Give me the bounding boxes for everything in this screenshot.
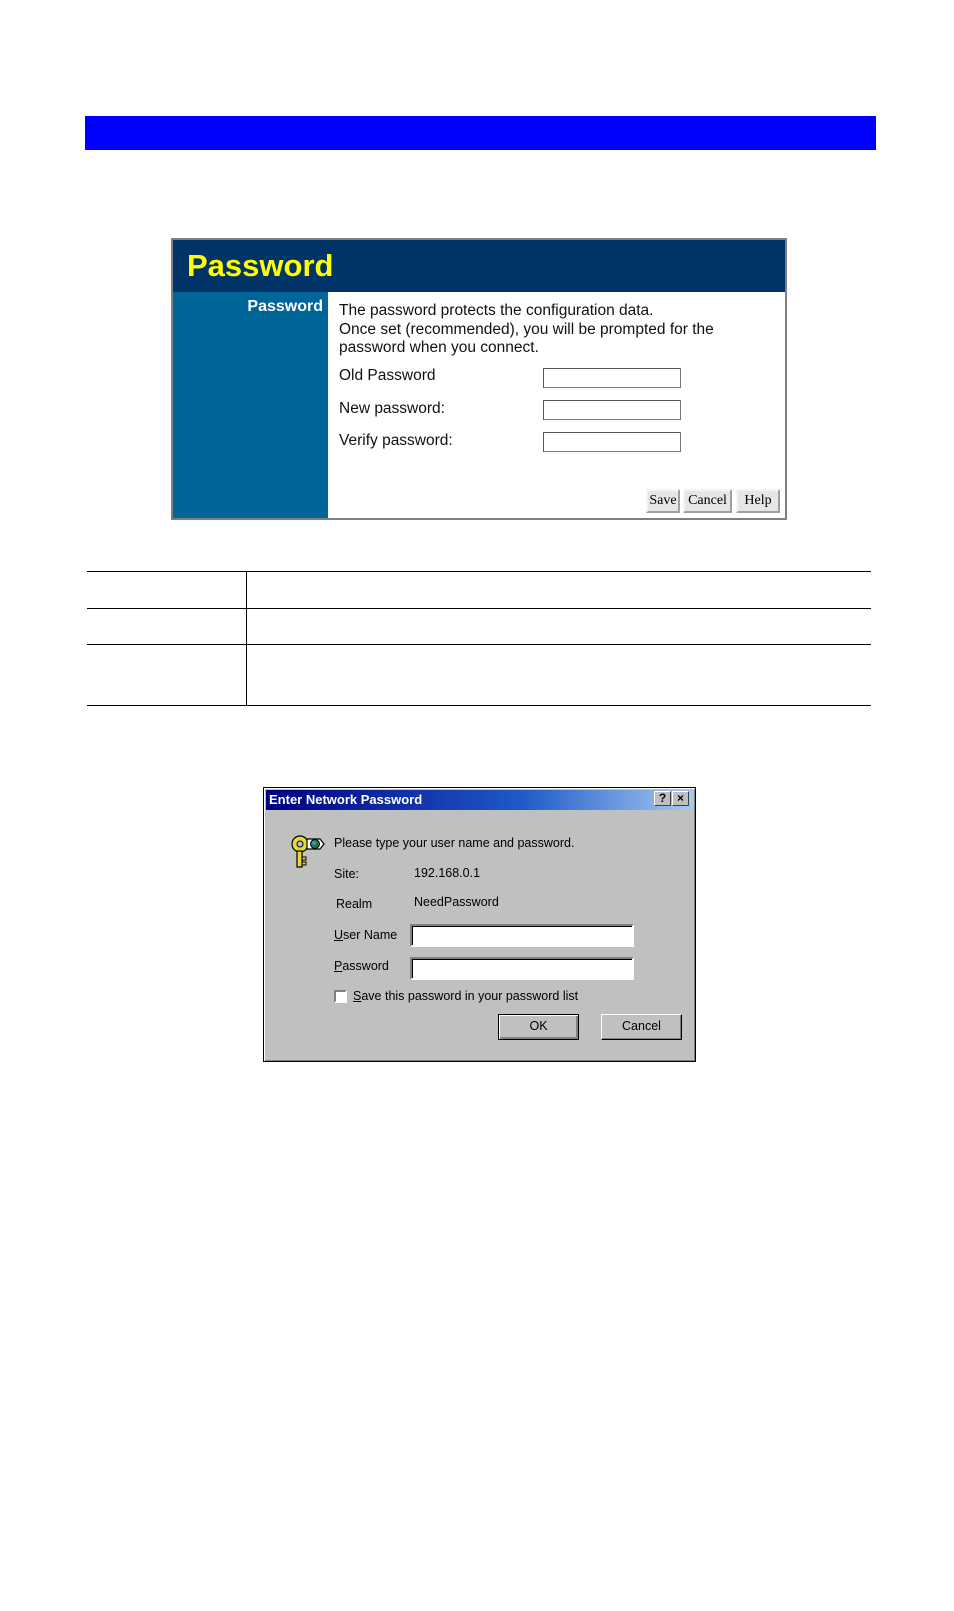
panel-body (328, 292, 785, 518)
table-rule (87, 705, 871, 706)
network-password-dialog (263, 787, 696, 1062)
table-column-divider (246, 572, 247, 705)
table-rule (87, 644, 871, 645)
verify-password-label: Verify password: (339, 432, 453, 449)
help-button[interactable]: Help (736, 489, 780, 513)
panel-title: Password (173, 240, 785, 292)
password-input[interactable] (410, 957, 634, 980)
cancel-button[interactable]: Cancel (683, 489, 732, 513)
user-name-label-rest: ser Name (343, 928, 398, 942)
panel-description (339, 302, 759, 358)
description-line: password when you connect. (339, 339, 539, 356)
dialog-prompt: Please type your user name and password. (334, 836, 575, 850)
ok-button[interactable]: OK (498, 1014, 579, 1040)
password-label (334, 959, 389, 973)
old-password-input[interactable] (543, 368, 681, 388)
user-name-input[interactable] (410, 924, 634, 947)
panel-side-label: Password (173, 292, 328, 518)
password-panel (171, 238, 787, 520)
cancel-button[interactable]: Cancel (601, 1014, 682, 1040)
table-rule (87, 571, 871, 572)
password-label-accel: P (334, 959, 343, 973)
site-value: 192.168.0.1 (414, 866, 481, 880)
save-button[interactable]: Save (646, 489, 680, 513)
description-line: The password protects the configuration data. (339, 302, 654, 319)
description-line: Once set (recommended), you will be prompted for the (339, 320, 714, 338)
save-password-label-rest: ave this password in your password list (361, 989, 579, 1003)
password-label-rest: assword (342, 959, 389, 973)
save-password-label[interactable] (353, 989, 578, 1003)
verify-password-input[interactable] (543, 432, 681, 452)
realm-value: NeedPassword (414, 895, 499, 909)
dialog-titlebar (266, 790, 693, 810)
save-password-accel: S (353, 989, 362, 1003)
old-password-label: Old Password (339, 367, 436, 384)
save-password-checkbox[interactable] (334, 990, 347, 1003)
user-name-label-accel: U (334, 928, 344, 942)
new-password-label: New password: (339, 400, 445, 417)
new-password-input[interactable] (543, 400, 681, 420)
dialog-title: Enter Network Password (269, 792, 423, 807)
table-rule (87, 608, 871, 609)
user-name-label (334, 928, 397, 942)
close-icon[interactable]: × (672, 791, 689, 806)
help-question-icon[interactable]: ? (654, 791, 671, 806)
site-label: Site: (334, 867, 360, 881)
keys-icon (288, 833, 328, 871)
section-header-bar (85, 116, 876, 150)
realm-label: Realm (336, 897, 373, 911)
